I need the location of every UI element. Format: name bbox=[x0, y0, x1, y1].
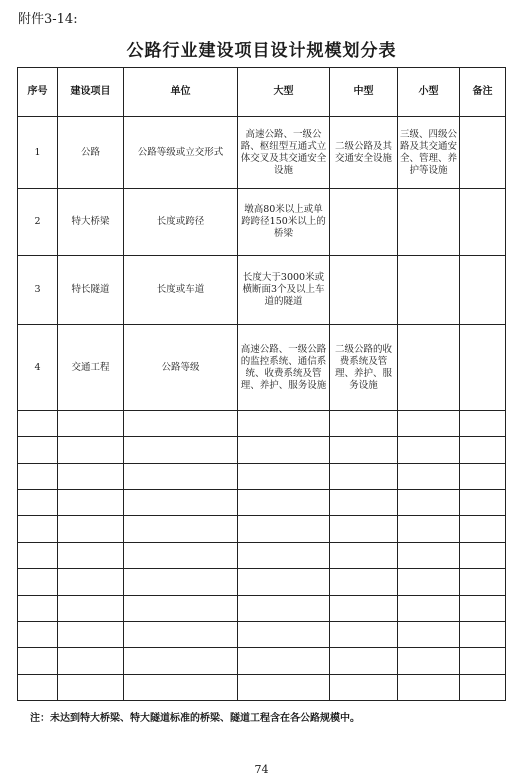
header-project: 建设项目 bbox=[58, 68, 124, 117]
page-title: 公路行业建设项目设计规模划分表 bbox=[126, 41, 397, 61]
cell-medium bbox=[330, 256, 398, 325]
table-row-empty bbox=[18, 569, 506, 595]
cell-large: 高速公路、一级公路的监控系统、通信系统、收费系统及管理、养护、服务设施 bbox=[238, 325, 330, 411]
cell-large: 墩高80米以上或单跨跨径150米以上的桥梁 bbox=[238, 189, 330, 256]
table-row-empty bbox=[18, 411, 506, 437]
annex-label: 附件3-14: bbox=[18, 12, 78, 27]
cell-no: 4 bbox=[18, 325, 58, 411]
footnote: 注：未达到特大桥梁、特大隧道标准的桥梁、隧道工程含在各公路规模中。 bbox=[30, 713, 360, 724]
cell-remark bbox=[460, 117, 506, 189]
cell-unit: 公路等级或立交形式 bbox=[124, 117, 238, 189]
table-row-empty bbox=[18, 595, 506, 621]
cell-unit: 公路等级 bbox=[124, 325, 238, 411]
scale-table bbox=[17, 67, 506, 701]
cell-project: 特大桥梁 bbox=[58, 189, 124, 256]
header-unit: 单位 bbox=[124, 68, 238, 117]
cell-project: 公路 bbox=[58, 117, 124, 189]
table-row-empty bbox=[18, 648, 506, 674]
table-row-empty bbox=[18, 621, 506, 647]
cell-medium: 二级公路及其交通安全设施 bbox=[330, 117, 398, 189]
cell-unit: 长度或跨径 bbox=[124, 189, 238, 256]
table-row bbox=[18, 325, 506, 411]
header-medium: 中型 bbox=[330, 68, 398, 117]
cell-medium: 二级公路的收费系统及管理、养护、服务设施 bbox=[330, 325, 398, 411]
cell-small bbox=[398, 256, 460, 325]
header-small: 小型 bbox=[398, 68, 460, 117]
cell-large: 高速公路、一级公路、枢纽型互通式立体交叉及其交通安全设施 bbox=[238, 117, 330, 189]
header-remark: 备注 bbox=[460, 68, 506, 117]
cell-project: 交通工程 bbox=[58, 325, 124, 411]
header-large: 大型 bbox=[238, 68, 330, 117]
cell-small: 三级、四级公路及其交通安全、管理、养护等设施 bbox=[398, 117, 460, 189]
cell-large: 长度大于3000米或横断面3个及以上车道的隧道 bbox=[238, 256, 330, 325]
table-row-empty bbox=[18, 542, 506, 568]
table-row bbox=[18, 117, 506, 189]
cell-no: 3 bbox=[18, 256, 58, 325]
page-number: 74 bbox=[254, 763, 269, 776]
cell-project: 特长隧道 bbox=[58, 256, 124, 325]
cell-remark bbox=[460, 325, 506, 411]
cell-remark bbox=[460, 256, 506, 325]
cell-unit: 长度或车道 bbox=[124, 256, 238, 325]
table-row-empty bbox=[18, 490, 506, 516]
table-row-empty bbox=[18, 674, 506, 700]
cell-no: 2 bbox=[18, 189, 58, 256]
table-row bbox=[18, 189, 506, 256]
header-no: 序号 bbox=[18, 68, 58, 117]
table-row-empty bbox=[18, 516, 506, 542]
cell-small bbox=[398, 189, 460, 256]
cell-small bbox=[398, 325, 460, 411]
table-row bbox=[18, 256, 506, 325]
cell-no: 1 bbox=[18, 117, 58, 189]
table-header-row bbox=[18, 68, 506, 117]
cell-medium bbox=[330, 189, 398, 256]
table-row-empty bbox=[18, 437, 506, 463]
table-row-empty bbox=[18, 463, 506, 489]
cell-remark bbox=[460, 189, 506, 256]
